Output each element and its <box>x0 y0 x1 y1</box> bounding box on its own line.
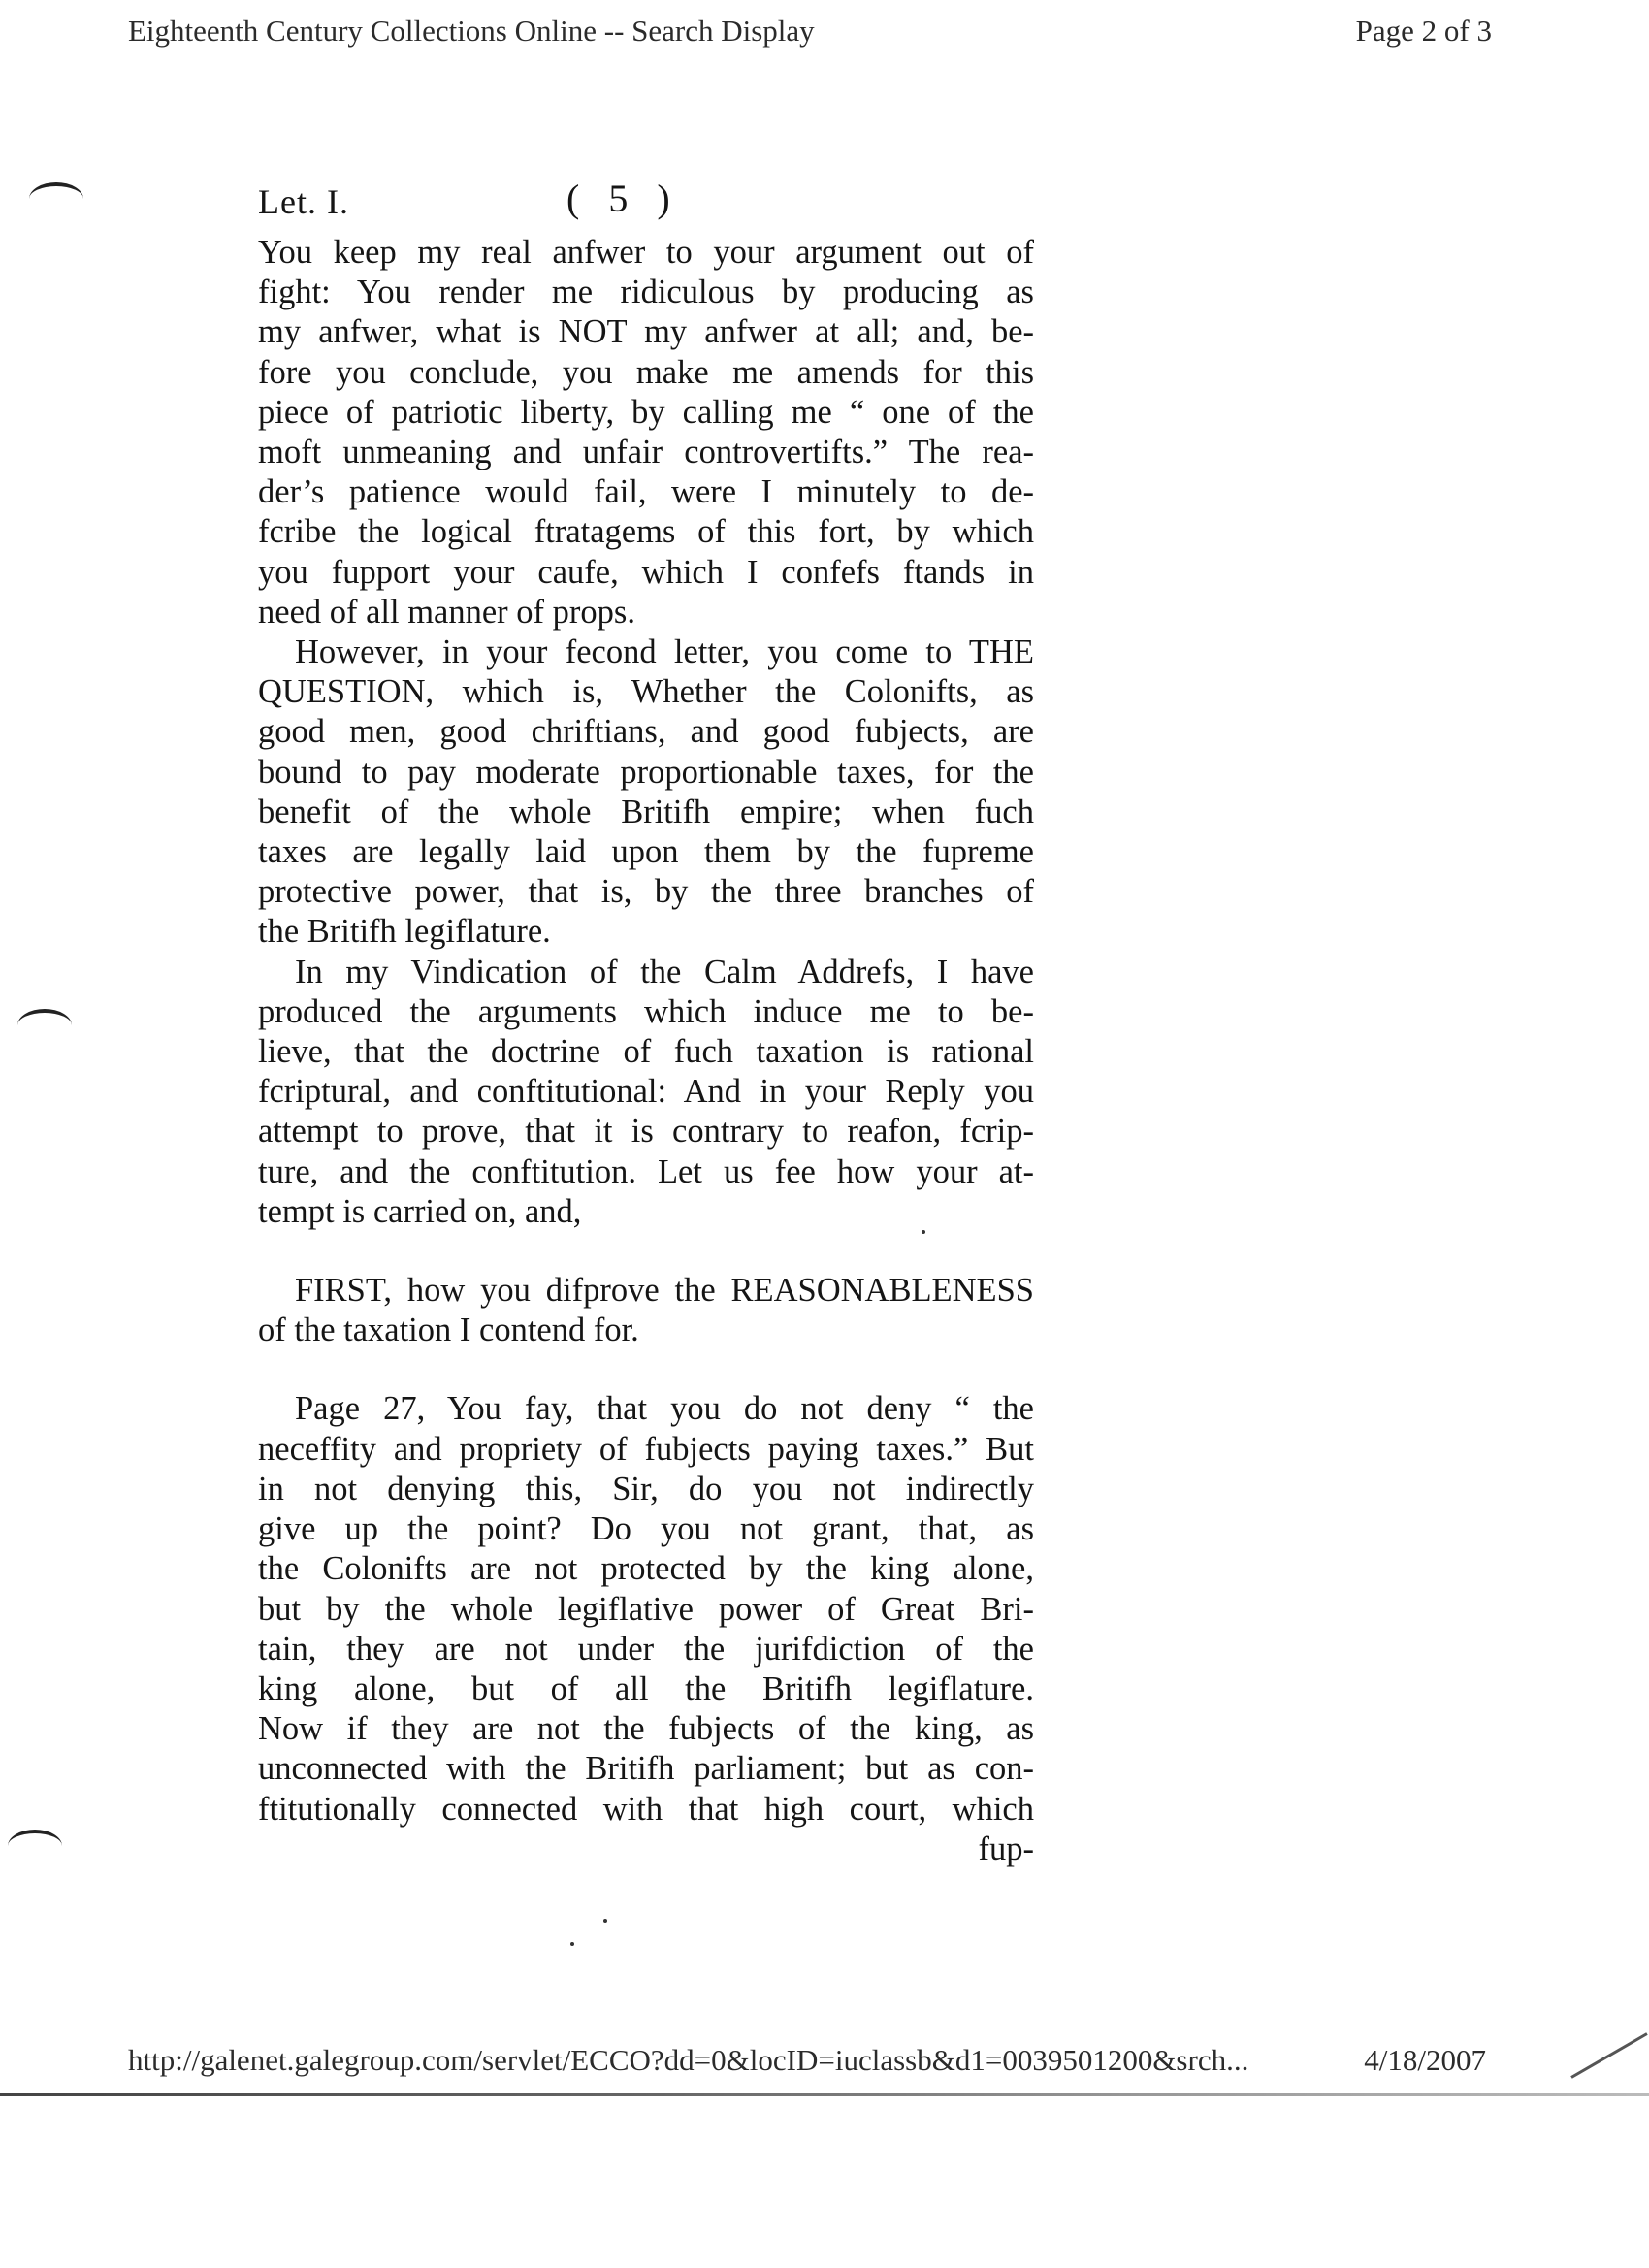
text-line: You keep my real anfwer to your argument out of <box>258 234 1034 271</box>
text-line: Now if they are not the fubjects of the king, as <box>258 1710 1034 1748</box>
text-line: benefit of the whole Britifh empire; when fuch <box>258 793 1034 830</box>
paragraph <box>258 233 1034 632</box>
text-line: lieve, that the doctrine of fuch taxation is rational <box>258 1033 1034 1071</box>
text-line: unconnected with the Britifh parliament; but as con- <box>258 1750 1034 1788</box>
text-line: in not denying this, Sir, do you not indirectly <box>258 1470 1034 1507</box>
footer-url: http://galenet.galegroup.com/servlet/ECCO?dd=0&locID=iuclassb&d1=0039501200&srch... <box>128 2043 1249 2077</box>
text-line: give up the point? Do you not grant, that, as <box>258 1510 1034 1548</box>
punch-hole-mark <box>29 182 83 215</box>
text-line: fcriptural, and conftitutional: And in your Reply you <box>258 1073 1034 1111</box>
page-indicator: Page 2 of 3 <box>1355 14 1492 48</box>
paragraph <box>258 632 1034 953</box>
text-line: neceffity and propriety of fubjects paying taxes.” But <box>258 1430 1034 1468</box>
text-line: fcribe the logical ftratagems of this fort, by which <box>258 513 1034 551</box>
page-number: ( 5 ) <box>566 177 680 220</box>
header-title: Eighteenth Century Collections Online -- Search Display <box>128 14 815 48</box>
running-head <box>258 173 1034 233</box>
text-line: ftitutionally connected with that high court, which <box>258 1790 1034 1828</box>
text-line: fight: You render me ridiculous by producing as <box>258 274 1034 311</box>
punch-hole-mark <box>17 1009 72 1042</box>
text-line: taxes are legally laid upon them by the fupreme <box>258 833 1034 871</box>
text-line: piece of patriotic liberty, by calling me “ one of the <box>258 393 1034 431</box>
text-line: der’s patience would fail, were I minutely to de- <box>258 473 1034 511</box>
punch-hole-mark <box>8 1830 62 1863</box>
speck-mark <box>603 1919 607 1923</box>
text-line: tain, they are not under the jurifdiction of the <box>258 1630 1034 1668</box>
paragraph <box>258 1389 1034 1868</box>
text-line: but by the whole legiflative power of Great Bri- <box>258 1590 1034 1628</box>
paragraph <box>258 953 1034 1232</box>
paragraph <box>258 1271 1034 1350</box>
text-line: However, in your fecond letter, you come to THE <box>295 633 1034 671</box>
text-line: attempt to prove, that it is contrary to reafon, fcrip- <box>258 1113 1034 1150</box>
text-line: good men, good chriftians, and good fubjects, are <box>258 713 1034 751</box>
text-line: of the taxation I contend for. <box>258 1312 639 1349</box>
text-line: moft unmeaning and unfair controvertifts.” The rea- <box>258 434 1034 471</box>
footer-divider <box>0 2093 1649 2096</box>
text-line: the Colonifts are not protected by the king alone, <box>258 1550 1034 1588</box>
text-line: In my Vindication of the Calm Addrefs, I have <box>295 953 1034 990</box>
text-line: Page 27, You fay, that you do not deny “ the <box>295 1390 1034 1428</box>
text-line: need of all manner of props. <box>258 593 635 631</box>
text-line: protective power, that is, by the three branches of <box>258 873 1034 911</box>
text-line: tempt is carried on, and, <box>258 1192 582 1230</box>
speck-mark <box>570 1942 574 1946</box>
speck-mark <box>922 1230 925 1234</box>
text-line: QUESTION, which is, Whether the Colonifts, as <box>258 673 1034 711</box>
text-line: the Britifh legiflature. <box>258 913 551 951</box>
text-line: bound to pay moderate proportionable taxes, for the <box>258 753 1034 791</box>
scan-mark <box>1570 2032 1647 2079</box>
text-line: fore you conclude, you make me amends for this <box>258 353 1034 391</box>
text-line: produced the arguments which induce me to be- <box>258 992 1034 1030</box>
text-line: ture, and the conftitution. Let us fee how your at- <box>258 1152 1034 1190</box>
text-line: you fupport your caufe, which I confefs ftands in <box>258 553 1034 591</box>
footer-date: 4/18/2007 <box>1364 2043 1486 2077</box>
text-line: king alone, but of all the Britifh legiflature. <box>258 1669 1034 1707</box>
scanned-book-page <box>258 173 1034 1869</box>
catchword: fup- <box>978 1830 1034 1867</box>
text-line: my anfwer, what is NOT my anfwer at all; and, be- <box>258 313 1034 351</box>
text-line: FIRST, how you difprove the REASONABLENESS <box>295 1272 1034 1310</box>
letter-label: Let. I. <box>258 182 349 221</box>
